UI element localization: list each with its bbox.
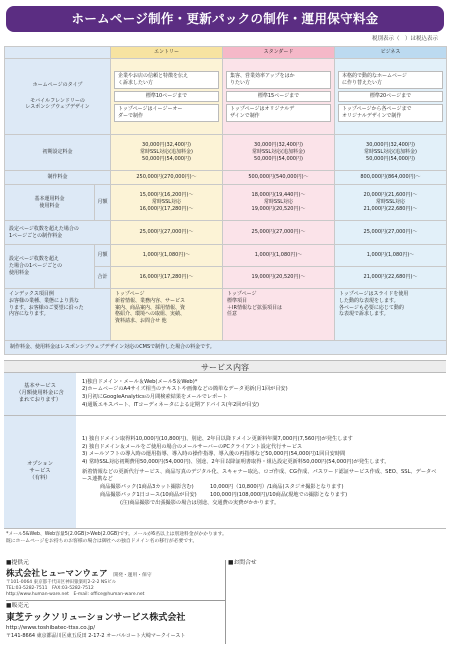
services-title: サービス内容	[4, 360, 446, 373]
services-table	[4, 373, 446, 529]
list-item: 3) メールソフトの導入時の運用指導、導入時の操作指導、導入後の再指導など50,000円(54,000円)1回目安時間	[82, 451, 346, 458]
inquiry-heading: ■お問合せ	[228, 560, 257, 566]
provider-web: http://www.human-ware.net E-mail: office@human-ware.net	[6, 592, 145, 598]
pricing-table	[4, 46, 447, 355]
list-item: 2)ホームページのA4サイズ相当のテキストや画像などの簡単なデータ更新(月1回が目安)	[82, 386, 288, 393]
extra-usage-month-entry: 1,000円(1,080円)～	[111, 245, 223, 267]
list-item: 1) 独自ドメイン取得料10,000円(10,800円)、別途、2年目以降ドメイン更新料年間7,000円(7,560円)が発生します	[82, 436, 353, 443]
extra-page-usage-label: 設定ページ枚数を超え た場合の1ページごとの 使用料金	[5, 245, 95, 289]
photo-pack-row: 商品撮影パック1日コース(10商品が目安) 100,000円(108,000円)/10商品(現地での撮影となります)	[100, 491, 348, 498]
index-items-label: インデックス項目例 お客様の業種、業態により異な ります。お客様のご要望に沿った 内容になります。	[5, 289, 111, 341]
tax-note: 税別表示（ ）は税込表示	[371, 36, 438, 42]
production-fee-label: 制作料金	[5, 171, 111, 185]
extra-usage-month-business: 1,000円(1,080円)～	[335, 245, 447, 267]
basic-fee-standard: 18,000円(19,440円)～ 常時SSL対応 19,000円(20,520円)～	[223, 185, 335, 221]
basic-fee-business: 20,000円(21,600円)～ 常時SSL対応 21,000円(22,680円)～	[335, 185, 447, 221]
list-item: 4) 常時SSL対応初期費用50,000円(54,000円)、別途、2年目以降証明書取得・組込設定更新料50,000円(54,000円)が発生します。	[82, 458, 390, 465]
extra-usage-month-unit: 月額	[95, 245, 111, 267]
photo-pack-row: 商品撮影パック(1商品3カット撮影含む) 10,000円（10,800円）/1商品(スタジオ撮影となります)	[100, 483, 344, 490]
basic-fee-unit: 月額	[95, 185, 111, 221]
initial-fee-entry: 30,000円(32,400円) 常時SSL対応(追加料金) 50,000円(54,000円)	[111, 135, 223, 171]
type-entry: 企業やお店の信頼と特徴を伝え く訴求したい方 標準10ページまで トップページはイージーオー ダーで制作	[111, 59, 223, 135]
pricing-note: 制作料金、使用料金はレスポンシブウェブデザイン対応のCMSで制作した場合の料金です。	[5, 341, 447, 355]
extra-page-production-business: 25,000円(27,000円)～	[335, 221, 447, 245]
list-item: 1)独自ドメイン・メール＆Web(メール5＆Web)*	[82, 378, 198, 385]
type-label: ホームページのタイプ モバイルフレンドリーの レスポンシブウェブデザイン	[5, 59, 111, 135]
initial-fee-business: 30,000円(32,400円) 常時SSL対応(追加料金) 50,000円(54,000円)	[335, 135, 447, 171]
provider-tag: 開発・運用・保守	[113, 572, 152, 578]
seller-heading: ■販売元	[6, 603, 29, 610]
production-fee-standard: 500,000円(540,000円)～	[223, 171, 335, 185]
seller-address: 〒141-8664 東京都品川区東五反田 2-17-2 オーバルコート大崎マークイースト	[6, 632, 186, 639]
inquiry-block	[228, 560, 444, 569]
extra-usage-total-entry: 16,000円(17,280円)～	[111, 267, 223, 289]
option-service-list	[76, 415, 446, 528]
type-business: 本格的で動的なホームページ に作り替えたい方 標準20ページまで トップページから各ページまで オリジナルデザインで制作	[335, 59, 447, 135]
provider-tel: TEL:03-5282-7511 FAX:03-5282-7512	[6, 586, 94, 592]
extra-usage-total-standard: 19,000円(20,520円)～	[223, 267, 335, 289]
production-fee-business: 800,000円(864,000円)～	[335, 171, 447, 185]
plan-header-business: ビジネス	[335, 47, 447, 59]
seller-name: 東芝テックソリューションサービス株式会社	[6, 613, 186, 624]
basic-fee-label: 基本運用料金 使用料金	[5, 185, 95, 221]
list-item: 2) 独自ドメイン＆メールをご使用の場合のメールサーバーのPCクライアント設定代行サービス	[82, 443, 303, 450]
provider-block	[6, 560, 226, 640]
extra-page-production-standard: 25,000円(27,000円)～	[223, 221, 335, 245]
seller-url[interactable]: http://www.toshibatec-ttss.co.jp/	[6, 625, 96, 632]
provider-name: 株式会社ヒューマンウェア	[6, 568, 108, 579]
initial-fee-standard: 30,000円(32,400円) 常時SSL対応(追加料金) 50,000円(54,000円)	[223, 135, 335, 171]
plan-header-entry: エントリー	[111, 47, 223, 59]
basic-service-label: 基本サービス （月額使用料金に含 まれております）	[4, 373, 76, 415]
basic-fee-entry: 15,000円(16,200円)～ 常時SSL対応 16,000円(17,280円)～	[111, 185, 223, 221]
basic-service-list	[76, 373, 446, 415]
initial-fee-label: 初期設定料金	[5, 135, 111, 171]
index-items-business: トップページはスライドを使用 した動的な表現をします。 各ページも必要に応じて動的 な表現で訴求します。	[335, 289, 447, 341]
extra-page-production-entry: 25,000円(27,000円)～	[111, 221, 223, 245]
extra-usage-month-standard: 1,000円(1,080円)～	[223, 245, 335, 267]
footnotes: *メール5&Web、Web容量5(2.0GB)>Web(2.0GB)です。メールが6名以上は別途料金がかかります。 既にホームページをお持ちのお客様の場合は御社への独自ドメイン名の移行が必要です。	[6, 532, 227, 545]
list-item: 4)通販エキスパート、ITコーディネータによる定期アドバイス(年2回が目安)	[82, 401, 260, 408]
option-service-label: オプション サービス （有料）	[4, 415, 76, 528]
type-standard: 集客、営業効率アップをはか りたい方 標準15ページまで トップページはオリジナルデ ザインで制作	[223, 59, 335, 135]
list-item: 3)月初にGoogleAnalyticsの月間検索結果をメールでレポート	[82, 394, 228, 401]
extra-usage-total-unit: 合計	[95, 267, 111, 289]
option-extra: 新着情報などの更新代行サービス、商品写真のデジタル化、スキャナー取込、ロゴ作成、CG作成、パスワード認証サービス作成、SEO、SSL、データベース連携など	[82, 468, 437, 482]
extra-usage-total-business: 21,000円(22,680円)～	[335, 267, 447, 289]
plan-header-standard: スタンダード	[223, 47, 335, 59]
photo-note: (注)商品撮影で出張撮影の場合は別途、交通費の実費がかかります。	[120, 499, 280, 506]
provider-address: 〒101-0064 東京都千代田区神田猿楽町2-2-2 NSビル	[6, 580, 117, 586]
index-items-standard: トップページ 標準項目 ＋IR情報など拡張項目は 任意	[223, 289, 335, 341]
index-items-entry: トップページ 新着情報、業務内容、サービス 案内、商品案内、採用情報、資 格紹介、環境への取組、実績、 資料請求、お問合せ 他	[111, 289, 223, 341]
production-fee-entry: 250,000円(270,000円)～	[111, 171, 223, 185]
provider-heading: ■提供元	[6, 560, 29, 566]
page-title: ホームページ制作・更新パックの制作・運用保守料金	[6, 6, 444, 32]
extra-page-production-label: 設定ページ枚数を超えた場合の 1ページごとの制作料金	[5, 221, 111, 245]
